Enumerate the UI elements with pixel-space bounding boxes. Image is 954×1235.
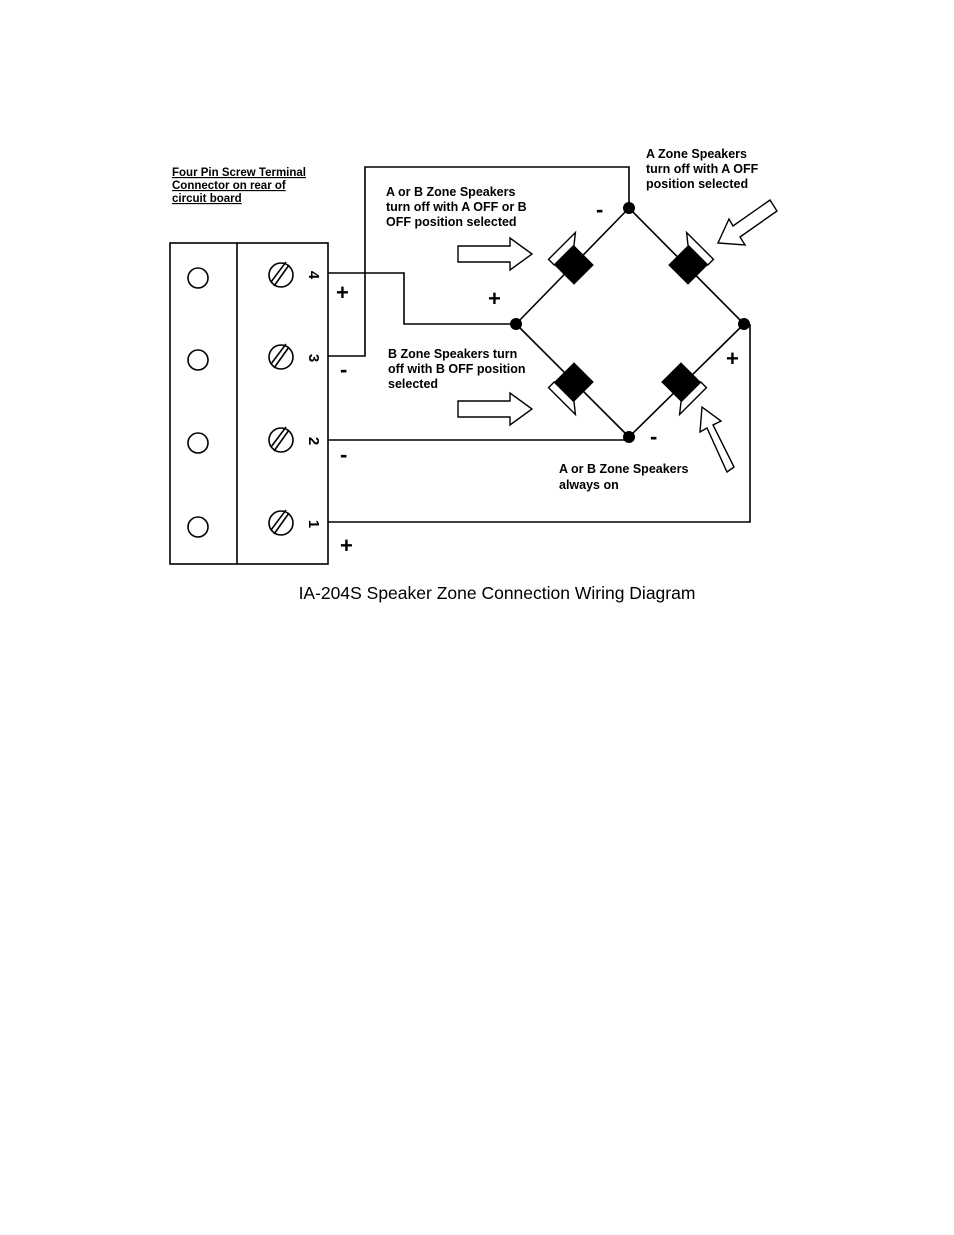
terminal-block-outline: [170, 243, 328, 564]
svg-text:OFF position selected: OFF position selected: [386, 215, 517, 229]
annotation-b-zone: [388, 347, 525, 391]
svg-text:A or B Zone Speakers: A or B Zone Speakers: [386, 185, 516, 199]
terminal-block: [170, 243, 328, 564]
node-top: [623, 202, 635, 214]
diagram-caption: IA-204S Speaker Zone Connection Wiring Diagram: [298, 583, 696, 603]
speaker-top-right-icon: [661, 232, 713, 284]
pin-number-2: 2: [305, 436, 322, 446]
svg-text:A Zone Speakers: A Zone Speakers: [646, 147, 747, 161]
pin-number-4: 4: [305, 270, 322, 280]
svg-text:turn off with A OFF: turn off with A OFF: [646, 162, 759, 176]
arrow-right-icon: [458, 393, 532, 425]
speaker-top-left-icon: [549, 232, 601, 284]
node-bottom: [623, 431, 635, 443]
arrow-down-left-icon: [718, 200, 777, 245]
svg-text:selected: selected: [388, 377, 439, 391]
annotation-always-on: [559, 462, 688, 492]
node-left: [510, 318, 522, 330]
sign-pin1: +: [340, 533, 353, 558]
junction-nodes: [510, 202, 750, 443]
sign-node-bottom: -: [650, 424, 658, 449]
svg-text:off with B OFF position: off with B OFF position: [388, 362, 526, 376]
node-right: [738, 318, 750, 330]
svg-text:position selected: position selected: [646, 177, 749, 191]
annotation-a-or-b-off: [386, 185, 527, 229]
sign-node-top: -: [596, 197, 604, 222]
sign-node-right: +: [726, 346, 739, 371]
connector-label-line-1: Four Pin Screw Terminal: [172, 167, 306, 179]
svg-text:A or B Zone Speakers: A or B Zone Speakers: [559, 462, 689, 476]
svg-text:always on: always on: [559, 478, 619, 492]
svg-text:B Zone Speakers turn: B Zone Speakers turn: [388, 347, 518, 361]
speaker-bottom-right-icon: [654, 362, 706, 414]
svg-text:turn off with A OFF or B: turn off with A OFF or B: [386, 200, 527, 214]
connector-label: [172, 167, 306, 205]
speaker-bottom-left-icon: [549, 362, 601, 414]
pin-number-3: 3: [305, 353, 322, 363]
arrow-right-icon: [458, 238, 532, 270]
sign-pin3: -: [340, 357, 348, 382]
pin-number-1: 1: [305, 519, 322, 529]
sign-node-left: +: [488, 286, 501, 311]
connector-label-line-3: circuit board: [172, 193, 242, 205]
connector-label-line-2: Connector on rear of: [172, 180, 286, 192]
sign-pin2: -: [340, 442, 348, 467]
annotation-a-zone: [646, 147, 759, 191]
arrow-up-left-icon: [700, 407, 734, 472]
sign-pin4: +: [336, 280, 349, 305]
